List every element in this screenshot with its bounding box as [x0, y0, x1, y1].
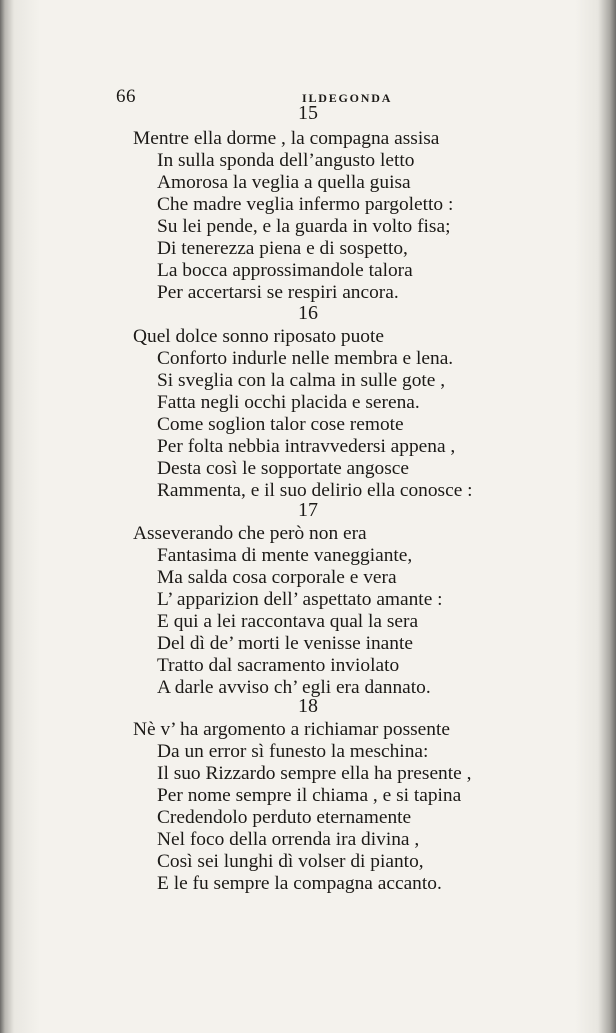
stanza-number: 15 [298, 102, 318, 124]
verse-line: Credendolo perduto eternamente [157, 807, 412, 828]
verse-line: Rammenta, e il suo delirio ella conosce : [157, 480, 473, 501]
verse-line: Su lei pende, e la guarda in volto fisa; [157, 216, 451, 237]
stanza-number: 16 [298, 302, 318, 324]
verse-line: Da un error sì funesto la meschina: [157, 741, 429, 762]
verse-line: Il suo Rizzardo sempre ella ha presente , [157, 763, 472, 784]
verse-line: E qui a lei raccontava qual la sera [157, 611, 419, 632]
verse-line: La bocca approssimandole talora [157, 260, 413, 281]
verse-line: Nel foco della orrenda ira divina , [157, 829, 420, 850]
stanza-number: 18 [298, 695, 318, 717]
verse-line: Per folta nebbia intravvedersi appena , [157, 436, 456, 457]
verse-line: In sulla sponda dell’angusto letto [157, 150, 415, 171]
page-number: 66 [116, 86, 136, 107]
running-title: ILDEGONDA [302, 91, 393, 105]
verse-line: A darle avviso ch’ egli era dannato. [157, 677, 431, 698]
verse-line: Si sveglia con la calma in sulle gote , [157, 370, 446, 391]
verse-line: Ma salda cosa corporale e vera [157, 567, 397, 588]
verse-line: Come soglion talor cose remote [157, 414, 404, 435]
verse-line: Amorosa la veglia a quella guisa [157, 172, 411, 193]
verse-line: L’ apparizion dell’ aspettato amante : [157, 589, 443, 610]
verse-line: E le fu sempre la compagna accanto. [157, 873, 442, 894]
verse-line: Di tenerezza piena e di sospetto, [157, 238, 408, 259]
verse-line: Fatta negli occhi placida e serena. [157, 392, 420, 413]
verse-line: Del dì de’ morti le venisse inante [157, 633, 413, 654]
verse-line: Nè v’ ha argomento a richiamar possente [133, 719, 450, 740]
stanza-number: 17 [298, 499, 318, 521]
verse-line: Che madre veglia infermo pargoletto : [157, 194, 454, 215]
verse-line: Mentre ella dorme , la compagna assisa [133, 128, 440, 149]
verse-line: Conforto indurle nelle membra e lena. [157, 348, 454, 369]
verse-line: Desta così le sopportate angosce [157, 458, 409, 479]
verse-line: Così sei lunghi dì volser di pianto, [157, 851, 424, 872]
verse-line: Asseverando che però non era [133, 523, 367, 544]
verse-line: Tratto dal sacramento inviolato [157, 655, 400, 676]
verse-line: Fantasima di mente vaneggiante, [157, 545, 413, 566]
verse-line: Per nome sempre il chiama , e si tapina [157, 785, 462, 806]
verse-line: Per accertarsi se respiri ancora. [157, 282, 399, 303]
verse-line: Quel dolce sonno riposato puote [133, 326, 384, 347]
